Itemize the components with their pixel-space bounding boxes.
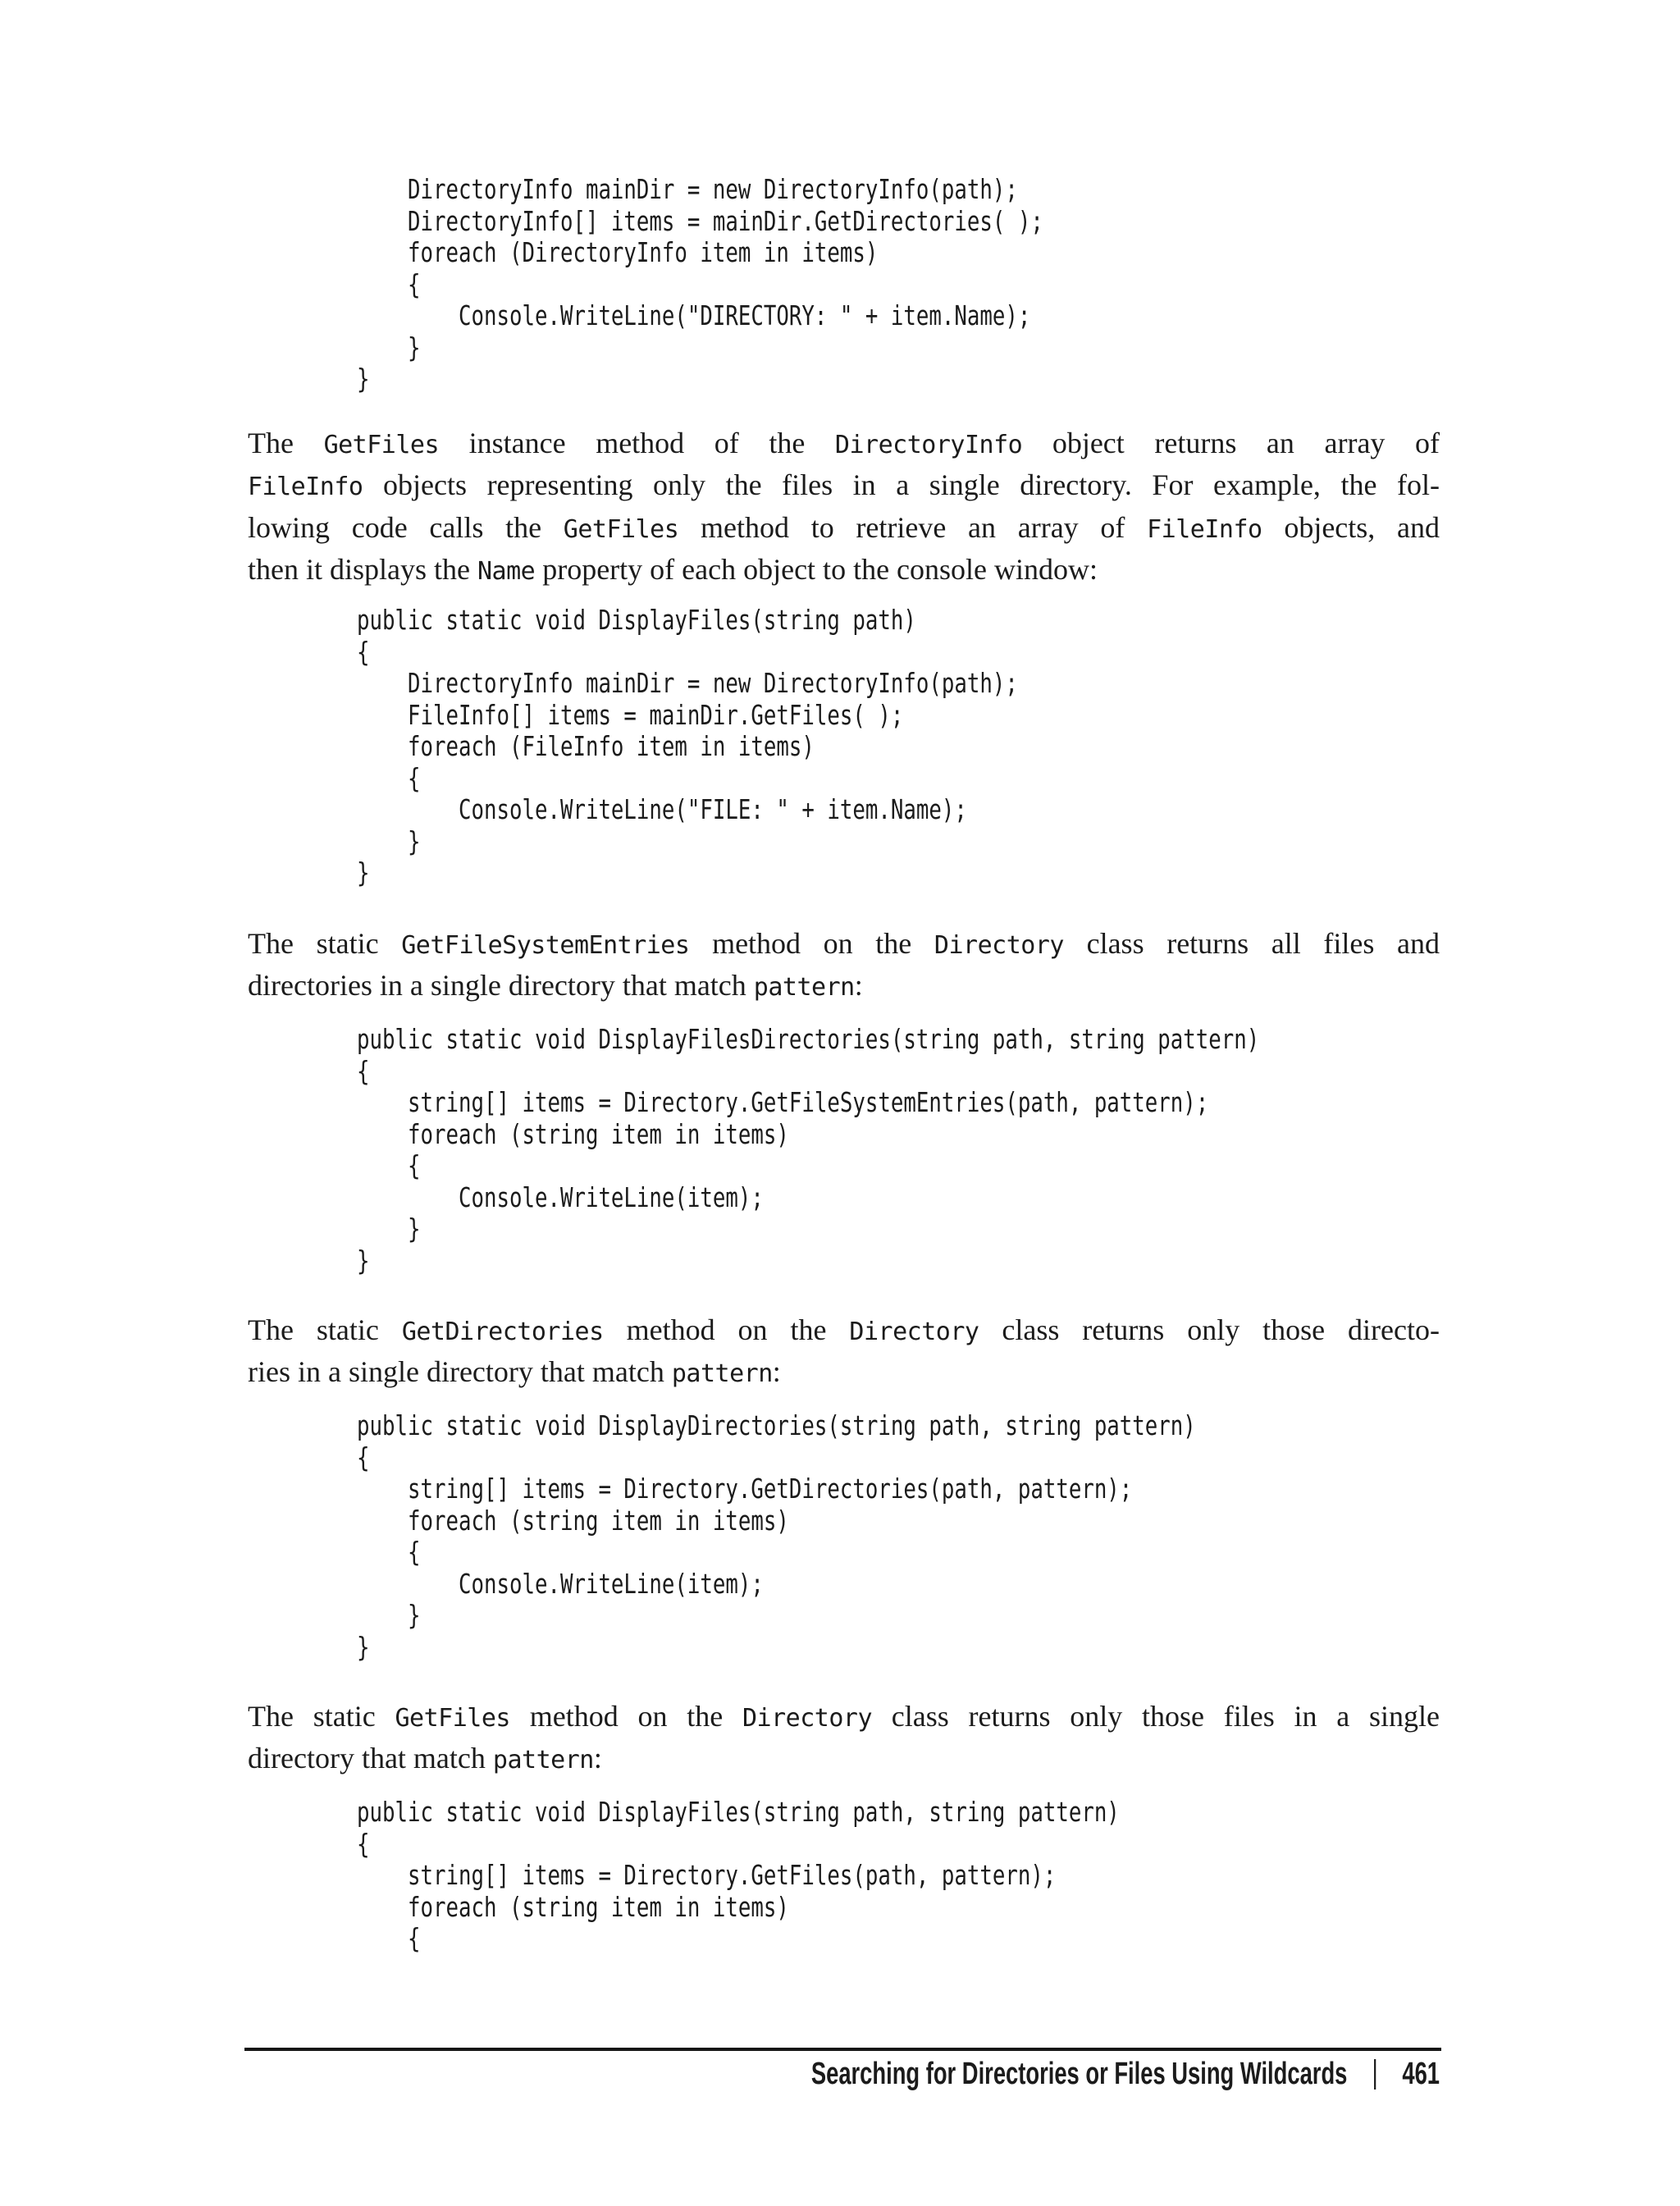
- inline-code: DirectoryInfo: [834, 431, 1023, 459]
- code-line: {: [357, 1536, 421, 1568]
- text-run: method on the: [603, 1313, 850, 1346]
- code-line: public static void DisplayFilesDirectories(string path, string pattern): [357, 1023, 1260, 1055]
- code-line: foreach (string item in items): [357, 1504, 789, 1537]
- paragraph-3: [248, 1310, 1440, 1395]
- text-run: ries in a single directory that match: [248, 1355, 672, 1389]
- code-line: Console.WriteLine("FILE: " + item.Name);: [357, 793, 967, 825]
- text-run: objects, and: [1262, 510, 1440, 544]
- text-line: [248, 1738, 1440, 1780]
- text-run: The static: [248, 1700, 395, 1733]
- code-line: {: [357, 761, 421, 794]
- text-run: then it displays the: [248, 553, 477, 587]
- inline-code: FileInfo: [248, 473, 363, 502]
- code-block-3: [357, 1024, 1259, 1277]
- code-line: {: [357, 635, 370, 668]
- text-run: :: [854, 969, 863, 1003]
- text-run: :: [772, 1355, 781, 1389]
- footer-separator: [1374, 2059, 1376, 2090]
- text-run: The: [248, 427, 324, 459]
- code-line: }: [357, 824, 421, 857]
- inline-code: GetFiles: [563, 514, 679, 544]
- code-line: Console.WriteLine(item);: [357, 1181, 764, 1213]
- code-line: foreach (DirectoryInfo item in items): [357, 236, 879, 268]
- inline-code: pattern: [671, 1359, 773, 1389]
- text-run: The static: [248, 927, 402, 960]
- code-line: {: [357, 1149, 421, 1181]
- text-run: lowing code calls the: [248, 510, 564, 544]
- text-line: [248, 1352, 1440, 1394]
- text-line: [248, 966, 1440, 1007]
- text-line: [248, 465, 1440, 507]
- inline-code: GetFileSystemEntries: [401, 931, 690, 960]
- paragraph-2: [248, 924, 1440, 1008]
- code-line: DirectoryInfo mainDir = new DirectoryInfo(path);: [357, 667, 1018, 699]
- inline-code: pattern: [753, 973, 855, 1003]
- code-line: }: [357, 1244, 370, 1277]
- footer-section-title: Searching for Directories or Files Using Wildcards: [810, 2057, 1348, 2091]
- code-line: DirectoryInfo mainDir = new DirectoryInfo(path);: [357, 173, 1018, 205]
- code-line: public static void DisplayFiles(string path, string pattern): [357, 1796, 1120, 1828]
- code-block-1: [357, 174, 1043, 395]
- code-line: string[] items = Directory.GetFileSystemEntries(path, pattern);: [357, 1086, 1209, 1118]
- code-line: {: [357, 1827, 370, 1860]
- code-line: foreach (FileInfo item in items): [357, 730, 815, 762]
- text-run: method on the: [689, 927, 934, 960]
- text-run: objects representing only the files in a single directory. For example, the fol-: [363, 468, 1440, 502]
- inline-code: pattern: [492, 1746, 594, 1775]
- code-line: public static void DisplayFiles(string path): [357, 604, 916, 636]
- code-line: }: [357, 1630, 370, 1663]
- code-line: foreach (string item in items): [357, 1890, 789, 1923]
- code-line: Console.WriteLine(item);: [357, 1567, 764, 1600]
- inline-code: GetDirectories: [401, 1318, 604, 1346]
- inline-code: FileInfo: [1147, 514, 1262, 544]
- code-line: FileInfo[] items = mainDir.GetFiles( );: [357, 698, 904, 731]
- code-line: public static void DisplayDirectories(string path, string pattern): [357, 1409, 1196, 1441]
- code-line: }: [357, 1213, 421, 1245]
- text-run: directories in a single directory that match: [248, 969, 754, 1003]
- code-line: {: [357, 1054, 370, 1087]
- paragraph-1: [248, 423, 1440, 592]
- text-run: class returns only those directo-: [979, 1313, 1440, 1346]
- text-run: object returns an array of: [1022, 427, 1440, 459]
- text-run: method to retrieve an array of: [678, 510, 1148, 544]
- text-run: :: [593, 1742, 602, 1775]
- code-line: }: [357, 331, 421, 363]
- text-line: [248, 508, 1440, 550]
- code-block-4: [357, 1410, 1196, 1663]
- footer-page-number: 461: [1402, 2057, 1440, 2091]
- code-line: string[] items = Directory.GetFiles(path, pattern);: [357, 1859, 1057, 1891]
- text-run: directory that match: [248, 1742, 493, 1775]
- inline-code: Directory: [742, 1704, 873, 1733]
- code-line: DirectoryInfo[] items = mainDir.GetDirectories( );: [357, 204, 1043, 237]
- code-line: }: [357, 1599, 421, 1631]
- code-line: }: [357, 856, 370, 888]
- text-run: class returns only those files in a single: [872, 1700, 1440, 1733]
- text-run: class returns all files and: [1063, 927, 1440, 960]
- code-line: {: [357, 267, 421, 300]
- inline-code: Directory: [934, 931, 1064, 960]
- paragraph-4: [248, 1697, 1440, 1781]
- code-line: foreach (string item in items): [357, 1117, 789, 1150]
- inline-code: Directory: [849, 1318, 979, 1346]
- inline-code: Name: [477, 557, 536, 587]
- code-line: {: [357, 1922, 421, 1954]
- code-block-5: [357, 1797, 1120, 1955]
- text-run: property of each object to the console window:: [535, 553, 1098, 587]
- text-line: [248, 550, 1440, 591]
- code-line: Console.WriteLine("DIRECTORY: " + item.Name);: [357, 299, 1031, 331]
- text-line: [248, 1310, 1440, 1352]
- code-line: string[] items = Directory.GetDirectories(path, pattern);: [357, 1473, 1133, 1505]
- text-line: [248, 423, 1440, 465]
- code-line: }: [357, 363, 370, 395]
- inline-code: GetFiles: [323, 431, 440, 459]
- code-block-2: [357, 605, 1018, 889]
- code-line: {: [357, 1441, 370, 1473]
- text-line: [248, 924, 1440, 966]
- text-run: instance method of the: [439, 427, 835, 459]
- footer: [582, 2056, 1440, 2092]
- footer-rule: [244, 2048, 1441, 2051]
- inline-code: GetFiles: [395, 1704, 510, 1733]
- text-run: method on the: [509, 1700, 742, 1733]
- text-run: The static: [248, 1313, 402, 1346]
- text-line: [248, 1697, 1440, 1738]
